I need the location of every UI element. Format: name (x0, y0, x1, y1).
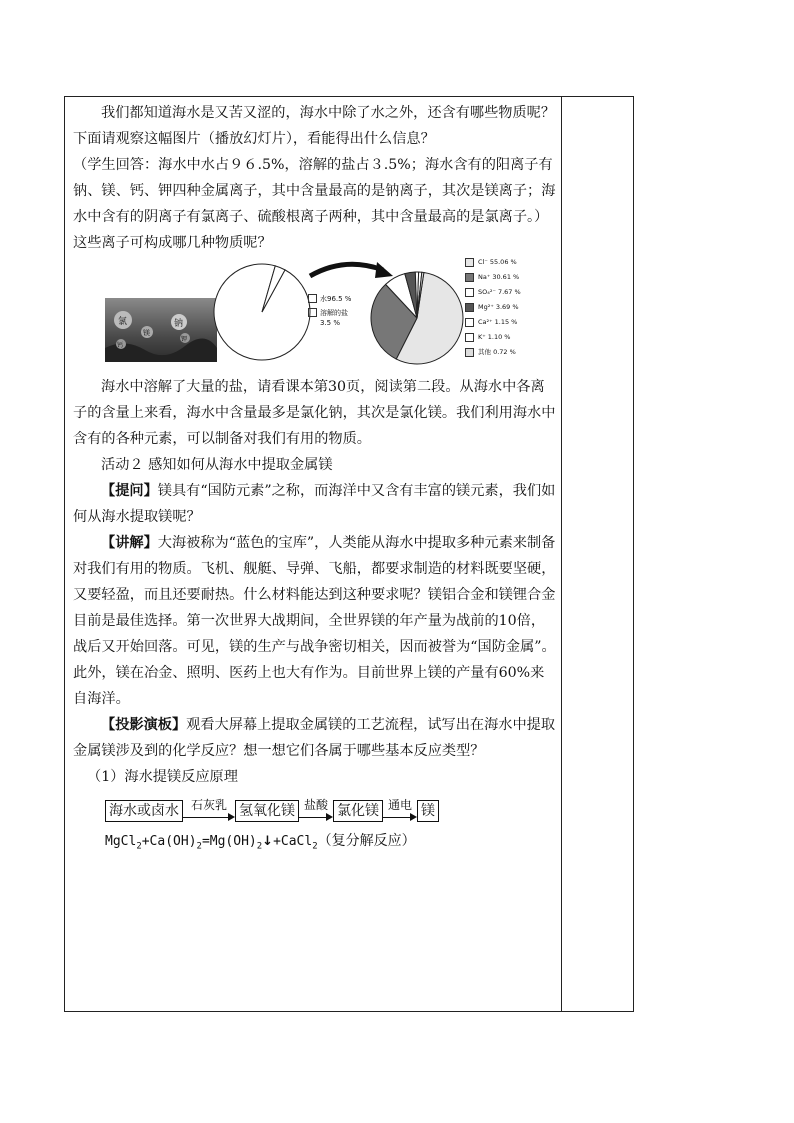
flow-arrow (183, 798, 235, 822)
flow-arrow (299, 798, 333, 822)
legend-item (465, 258, 521, 267)
flow-step: 氯化镁 (333, 800, 383, 822)
question-tag: 【提问】 (101, 483, 158, 499)
legend-label: K⁺ 1.10 % (478, 333, 511, 341)
flow-step: 氢氧化镁 (235, 800, 299, 822)
ion-composition-pie-chart (369, 270, 465, 366)
legend-label: SO₄²⁻ 7.67 % (478, 288, 521, 296)
seawater-figure (73, 258, 557, 370)
water-salt-pie-chart (212, 262, 312, 362)
activity-heading: 活动２ 感知如何从海水中提取金属镁 (101, 457, 333, 473)
intro-paragraph: 我们都知道海水是又苦又涩的，海水中除了水之外，还含有哪些物质呢？下面请观察这幅图片（播放幻灯片），看能得出什么信息？ (73, 105, 556, 147)
projection-paragraph (73, 712, 557, 764)
lesson-content (73, 100, 557, 860)
projection-text: 观看大屏幕上提取金属镁的工艺流程，试写出在海水中提取金属镁涉及到的化学反应？想一想它们各属于哪些基本反应类型？ (73, 717, 556, 759)
photo-label: 氯 (118, 317, 128, 327)
explanation-text: 大海被称为“蓝色的宝库”，人类能从海水中提取多种元素来制备对我们有用的物质。飞机、舰艇、导弹、飞船，都要求制造的材料既要坚硬，又要轻盈，而且还要耐热。什么材料能达到这种要求呢？镁铝合金和镁锂合金目前是最佳选择。第一次世界大战期间，全世界镁的年产量为战前的10倍，战后又开始回落。可见，镁的生产与战争密切相关，因而被誉为“国防金属”。此外，镁在冶金、照明、医药上也大有作为。目前世界上镁的产量有60%来自海洋。 (73, 535, 556, 707)
legend-label: 溶解的盐 3.5 % (320, 309, 348, 327)
legend-item (465, 318, 521, 327)
salt-paragraph: 海水中溶解了大量的盐，请看课本第30页，阅读第二段。从海水中各离子的含量上来看，海水中含量最多是氯化钠，其次是氯化镁。我们利用海水中含有的各种元素，可以制备对我们有用的物质。 (73, 379, 556, 447)
legend-item (465, 303, 521, 312)
legend-swatch (465, 348, 474, 357)
legend-swatch (465, 258, 474, 267)
student-answer-paragraph: （学生回答：海水中水占９６.5%，溶解的盐占３.5%；海水含有的阳离子有钠、镁、钙、钾四种金属离子，其中含量最高的是钠离子，其次是镁离子；海水中含有的阴离子有氯离子、硫酸根离子两种，其中含量最高的是氯离子。）这些离子可构成哪几种物质呢？ (73, 157, 556, 251)
legend-swatch (308, 308, 317, 317)
legend-item (465, 333, 521, 342)
subheading: （1）海水提镁反应原理 (87, 769, 238, 785)
flow-reagent: 石灰乳 (190, 798, 227, 812)
question-text: 镁具有“国防元素”之称，而海洋中又含有丰富的镁元素，我们如何从海水提取镁呢？ (73, 483, 556, 525)
explanation-tag: 【讲解】 (101, 535, 158, 551)
photo-label: 钾 (181, 336, 188, 343)
legend-label: Ca²⁺ 1.15 % (478, 318, 518, 326)
flow-step: 镁 (417, 800, 439, 822)
sea-photo (105, 298, 217, 362)
legend-label: Cl⁻ 55.06 % (478, 258, 517, 266)
table-column-divider (561, 96, 562, 1012)
legend-swatch (465, 318, 474, 327)
legend-swatch (465, 303, 474, 312)
pie2-legend (465, 258, 521, 363)
legend-swatch (308, 294, 317, 303)
legend-swatch (465, 333, 474, 342)
flow-arrow (383, 798, 417, 822)
flow-step: 海水或卤水 (105, 800, 183, 822)
legend-item (465, 348, 521, 357)
process-flow (105, 798, 557, 822)
pie1-legend (308, 294, 351, 328)
projection-tag: 【投影演板】 (101, 717, 187, 733)
question-paragraph (73, 478, 557, 530)
photo-label: 钠 (174, 319, 184, 329)
legend-swatch (465, 273, 474, 282)
legend-label: Na⁺ 30.61 % (478, 273, 520, 281)
flow-reagent: 通电 (387, 798, 412, 812)
legend-item (465, 288, 521, 297)
photo-label: 钙 (117, 342, 124, 349)
photo-label: 镁 (143, 329, 150, 337)
flow-reagent: 盐酸 (303, 798, 328, 812)
legend-label: 其他 0.72 % (478, 348, 516, 356)
legend-swatch (465, 288, 474, 297)
legend-item (465, 273, 521, 282)
chemical-equation: $MgCl_2+Ca(OH)_2=Mg(OH)_2↓+CaCl_2$（复分解反应） (105, 833, 416, 852)
explanation-paragraph (73, 530, 557, 712)
precipitate-arrow-icon: ↓ (262, 834, 274, 849)
legend-label: Mg²⁺ 3.69 % (478, 303, 519, 311)
legend-label: 水96.5 % (320, 295, 352, 303)
